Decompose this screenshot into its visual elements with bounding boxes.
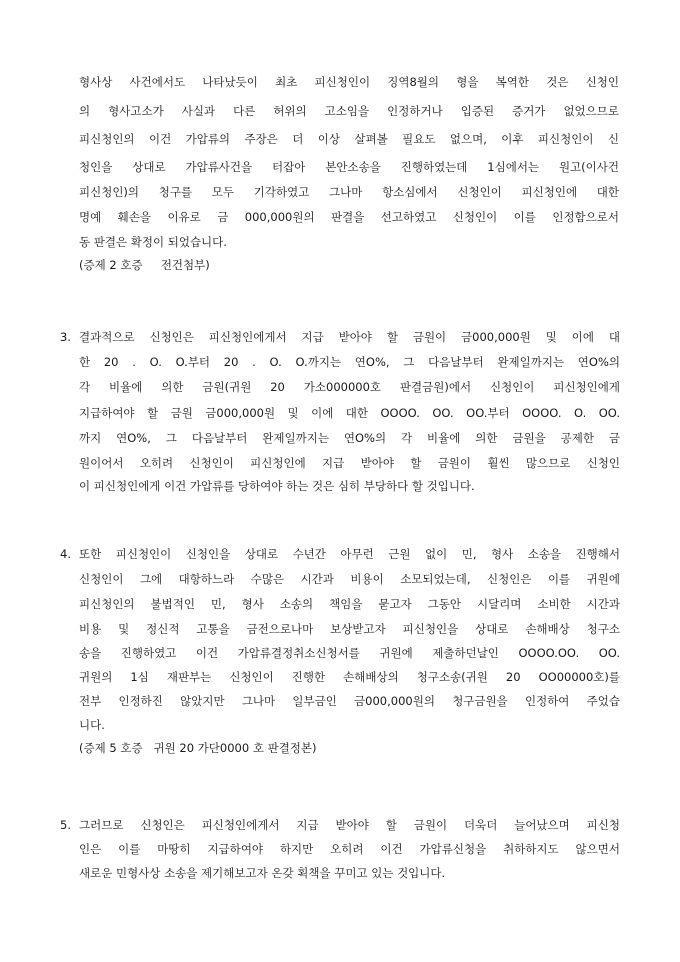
paragraph-4-line-6: 귀원의 1심 재판부는 신청인이 진행한 손해배상의 청구소송(귀원 20 OO00000호)를 [79,670,620,684]
paragraph-4-line-8: 니다. [79,718,105,732]
intro-line-2: 의 형사고소가 사실과 다른 허위의 고소임을 인정하거나 입증된 증거가 없었으므로 [79,104,619,118]
paragraph-3-line-3: 각 비율에 의한 금원(귀원 20 가소000000호 판결금원)에서 신청인이 피신청인에게 [79,380,620,394]
paragraph-4-line-7: 전부 인정하진 않았지만 그나마 일부금인 금000,000원의 청구금원을 인정하여 주었습 [79,694,620,708]
paragraph-3-line-6: 원이어서 오히려 신청인이 피신청인에 지급 받아야 할 금원이 훨씬 많으므로 신청인 [79,456,620,470]
paragraph-4-number: 4. [60,547,71,561]
paragraph-3-line-4: 지급하여야 할 금원 금000,000원 및 이에 대한 OOOO. OO. OO.부터 OOOO. O. OO. [79,406,620,420]
intro-evidence: (증제 2 호증 전건첨부) [79,258,210,272]
intro-line-3: 피신청인의 이건 가압류의 주장은 더 이상 살펴볼 필요도 없으며, 이후 피신청인이 신 [79,132,619,146]
paragraph-5-line-1: 그러므로 신청인은 피신청인에게서 지급 받아야 할 금원이 더욱더 늘어났으며 피신청 [79,818,620,832]
paragraph-4-evidence: (증제 5 호증 귀원 20 가단0000 호 판결정본) [79,741,317,755]
paragraph-4-line-5: 송을 진행하였고 이건 가압류결정취소신청서를 귀원에 제출하던날인 OOOO.OO. OO. [79,646,620,660]
paragraph-4-line-1: 또한 피신청인이 신청인을 상대로 수년간 아무런 근원 없이 민, 형사 소송을 진행해서 [79,547,620,561]
paragraph-5-number: 5. [60,818,71,832]
intro-line-6: 명예 훼손을 이유로 금 000,000원의 판결을 선고하였고 신청인이 이를 인정함으로서 [79,210,619,224]
paragraph-4-line-4: 비용 및 정신적 고통을 금전으로나마 보상받고자 피신청인을 상대로 손해배상 청구소 [79,622,620,636]
paragraph-5-line-3: 새로운 민형사상 소송을 제기해보고자 온갖 획책을 꾸미고 있는 것입니다. [79,866,446,880]
intro-line-4: 청인을 상대로 가압류사건을 터잡아 본안소송을 진행하였는데 1심에서는 원고(이사건 [79,160,619,174]
intro-line-1: 형사상 사건에서도 나타났듯이 최초 피신청인이 징역8월의 형을 복역한 것은 신청인 [79,75,619,89]
paragraph-3-line-1: 결과적으로 신청인은 피신청인에게서 지급 받아야 할 금원이 금000,000원 및 이에 대 [79,330,620,344]
intro-line-5: 피신청인)의 청구를 모두 기각하였고 그나마 항소심에서 신청인이 피신청인에 대한 [79,185,619,199]
paragraph-3-number: 3. [60,330,71,344]
paragraph-3-line-2: 한 20 . O. O.부터 20 . O. O.까지는 연O%, 그 다음날부터 완제일까지는 연O%의 [79,355,620,369]
intro-line-7: 동 판결은 확정이 되었습니다. [79,235,227,249]
paragraph-4-line-3: 피신청인의 불법적인 민, 형사 소송의 책임을 묻고자 그동안 시달리며 소비한 시간과 [79,597,620,611]
paragraph-5-line-2: 인은 이를 마땅히 지급하여야 하지만 오히려 이건 가압류신청을 취하하지도 않으면서 [79,842,620,856]
paragraph-4-line-2: 신청인이 그에 대항하느라 수많은 시간과 비용이 소모되었는데, 신청인은 이를 귀원에 [79,572,620,586]
paragraph-3-line-7: 이 피신청인에게 이건 가압류를 당하여야 하는 것은 심히 부당하다 할 것입니다. [79,479,475,493]
paragraph-3-line-5: 까지 연O%, 그 다음날부터 완제일까지는 연O%의 각 비율에 의한 금원을 공제한 금 [79,431,620,445]
